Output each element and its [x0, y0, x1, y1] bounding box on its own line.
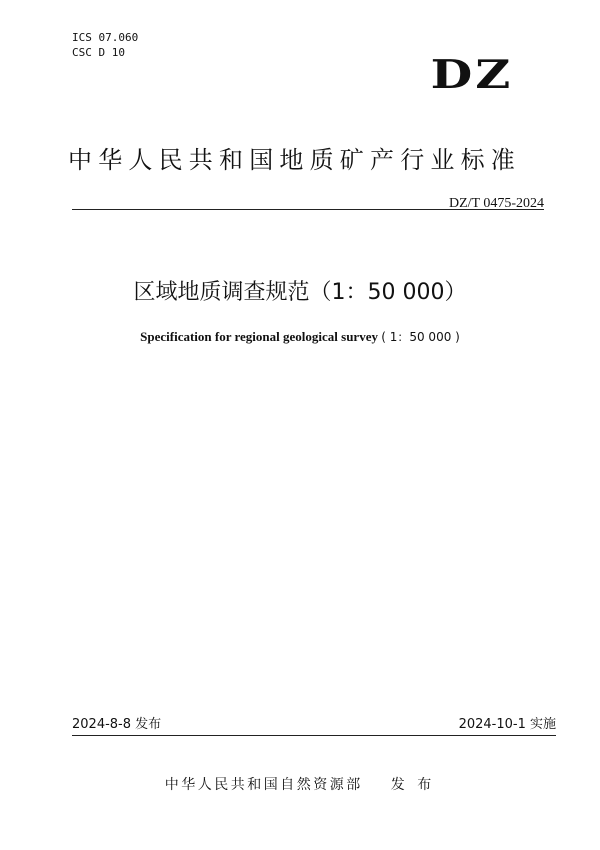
footer-divider — [72, 735, 556, 736]
issue-date: 2024-8-8 发布 — [72, 717, 162, 732]
english-title-scale: ( 1：50 000 ) — [381, 330, 460, 344]
ics-code: ICS 07.060 — [72, 31, 139, 44]
header-divider — [72, 209, 544, 210]
document-title-chinese: 区域地质调查规范（1：50 000） — [133, 280, 467, 305]
csc-code: CSC D 10 — [72, 46, 125, 59]
effective-date: 2024-10-1 实施 — [458, 717, 556, 732]
publish-label: 发 布 — [390, 777, 436, 793]
document-title-english — [0, 328, 600, 345]
english-title-text: Specification for regional geological survey — [140, 329, 378, 344]
standard-number: DZ/T 0475-2024 — [448, 196, 544, 211]
publisher-name: 中华人民共和国自然资源部 — [164, 777, 363, 793]
publisher-line — [0, 774, 600, 794]
industry-standard-heading: 中华人民共和国地质矿产行业标准 — [68, 146, 521, 174]
classification-codes — [72, 30, 138, 60]
dz-logo: DZ — [430, 52, 514, 98]
